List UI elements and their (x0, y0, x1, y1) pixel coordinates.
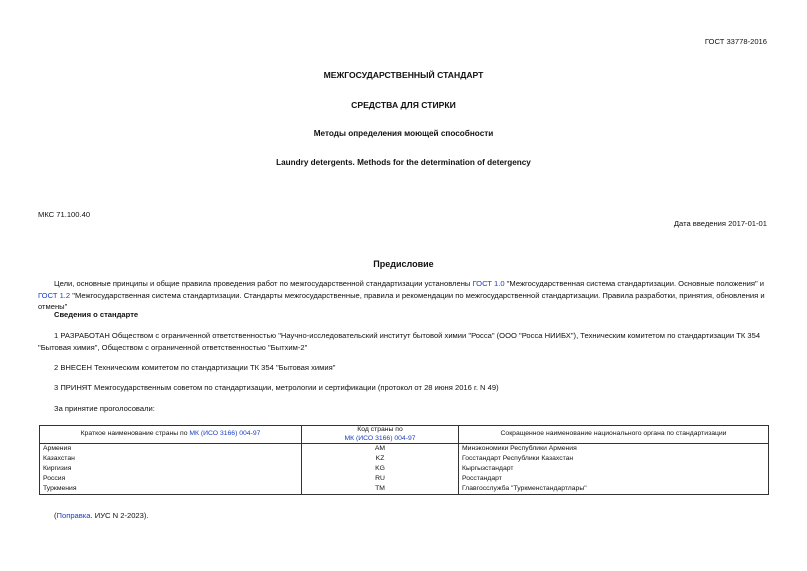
table-header-row (40, 426, 769, 444)
body-cell: Главгосслужба "Туркменстандартлары" (459, 484, 769, 495)
table-row (40, 444, 769, 455)
introduction-date: Дата введения 2017-01-01 (673, 219, 767, 228)
code-cell: AM (302, 444, 459, 455)
voting-table (39, 425, 769, 495)
standard-info-heading: Сведения о стандарте (54, 310, 139, 319)
subtitle-english: Laundry detergents. Methods for the determination of detergency (276, 158, 531, 167)
table-row (40, 454, 769, 464)
header-text: Краткое наименование страны по (80, 430, 190, 438)
country-cell: Киргизия (40, 464, 302, 474)
amendment-paren: ( (54, 511, 57, 520)
table-row (40, 484, 769, 495)
header-country-name (40, 426, 302, 444)
code-cell: KZ (302, 454, 459, 464)
country-cell: Туркмения (40, 484, 302, 495)
code-cell: KG (302, 464, 459, 474)
body-cell: Кыргызстандарт (459, 464, 769, 474)
header-standards-body: Сокращенное наименование национального органа по стандартизации (459, 426, 769, 444)
item-developed: 1 РАЗРАБОТАН Обществом с ограниченной ответственностью "Научно-исследовательский институт бытовой химии "Росса" (ООО "Росса НИИБХ"), Техническим комитетом по стандартизации ТК 354 "Бытовая химия", Обществом с ограниченной ответственностью "Бытхим-2" (38, 331, 761, 352)
mk-iso-link[interactable]: МК (ИСО 3166) 004-97 (189, 430, 261, 438)
country-cell: Россия (40, 474, 302, 484)
body-cell: Минэкономики Республики Армения (459, 444, 769, 455)
gost-1-0-link[interactable]: ГОСТ 1.0 (472, 279, 505, 288)
mks-code: МКС 71.100.40 (38, 210, 91, 219)
gost-1-2-link[interactable]: ГОСТ 1.2 (38, 290, 71, 300)
amendment-link[interactable]: Поправка (56, 511, 91, 520)
title-interstate: МЕЖГОСУДАРСТВЕННЫЙ СТАНДАРТ (323, 70, 484, 80)
code-cell: RU (302, 474, 459, 484)
body-cell: Госстандарт Республики Казахстан (459, 454, 769, 464)
country-cell: Армения (40, 444, 302, 455)
document-code: ГОСТ 33778-2016 (704, 37, 767, 46)
amendment-note (54, 511, 149, 520)
table-row (40, 464, 769, 474)
paragraph-text: "Межгосударственная система стандартизации. Основные положения" и (504, 279, 765, 288)
title-main: СРЕДСТВА ДЛЯ СТИРКИ (351, 100, 456, 110)
voted-label: За принятие проголосовали: (54, 404, 155, 413)
header-country-code (302, 426, 459, 444)
code-cell: TM (302, 484, 459, 495)
foreword-paragraph (38, 278, 770, 313)
subtitle-russian: Методы определения моющей способности (313, 129, 494, 138)
mk-iso-link[interactable]: МК (ИСО 3166) 004-97 (344, 434, 416, 442)
item-adopted: 3 ПРИНЯТ Межгосударственным советом по стандартизации, метрологии и сертификации (протокол от 28 июня 2016 г. N 49) (54, 383, 499, 392)
paragraph-text: "Межгосударственная система стандартизации. Стандарты межгосударственные, правила и рекомендации по межгосударственной стандартизации. Правила разработки, принятия, обновления и отмены" (38, 290, 765, 311)
amendment-text: . ИУС N 2-2023). (90, 511, 149, 520)
body-cell: Росстандарт (459, 474, 769, 484)
item-submitted: 2 ВНЕСЕН Техническим комитетом по стандартизации ТК 354 "Бытовая химия" (54, 363, 336, 372)
country-cell: Казахстан (40, 454, 302, 464)
paragraph-text: Цели, основные принципы и общие правила проведения работ по межгосударственной стандартизации установлены (54, 279, 473, 288)
header-text: Код страны по (357, 426, 403, 433)
foreword-heading: Предисловие (373, 259, 434, 269)
table-row (40, 474, 769, 484)
